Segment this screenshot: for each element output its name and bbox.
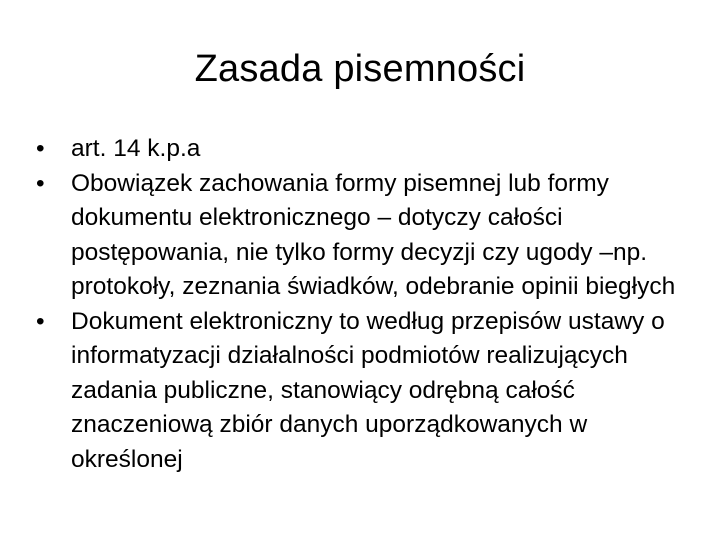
bullet-item <box>36 132 686 167</box>
bullet-item <box>36 305 686 478</box>
bullet-list <box>36 132 686 477</box>
bullet-icon: • <box>36 307 45 335</box>
bullet-text: Obowiązek zachowania formy pisemnej lub formy dokumentu elektronicznego – dotyczy całości postępowania, nie tylko formy decyzji czy ugody –np. protokoły, zeznania świadków, odebranie opinii biegłych <box>71 169 676 300</box>
bullet-icon: • <box>36 169 45 197</box>
bullet-text: art. 14 k.p.a <box>71 135 201 162</box>
bullet-item <box>36 167 686 305</box>
slide-title: Zasada pisemności <box>194 48 526 90</box>
bullet-icon: • <box>36 135 45 162</box>
bullet-text: Dokument elektroniczny to według przepisów ustawy o informatyzacji działalności podmiotów realizujących zadania publiczne, stanowiący odrębną całość znaczeniową zbiór danych uporządkowanych w określonej <box>71 307 665 473</box>
